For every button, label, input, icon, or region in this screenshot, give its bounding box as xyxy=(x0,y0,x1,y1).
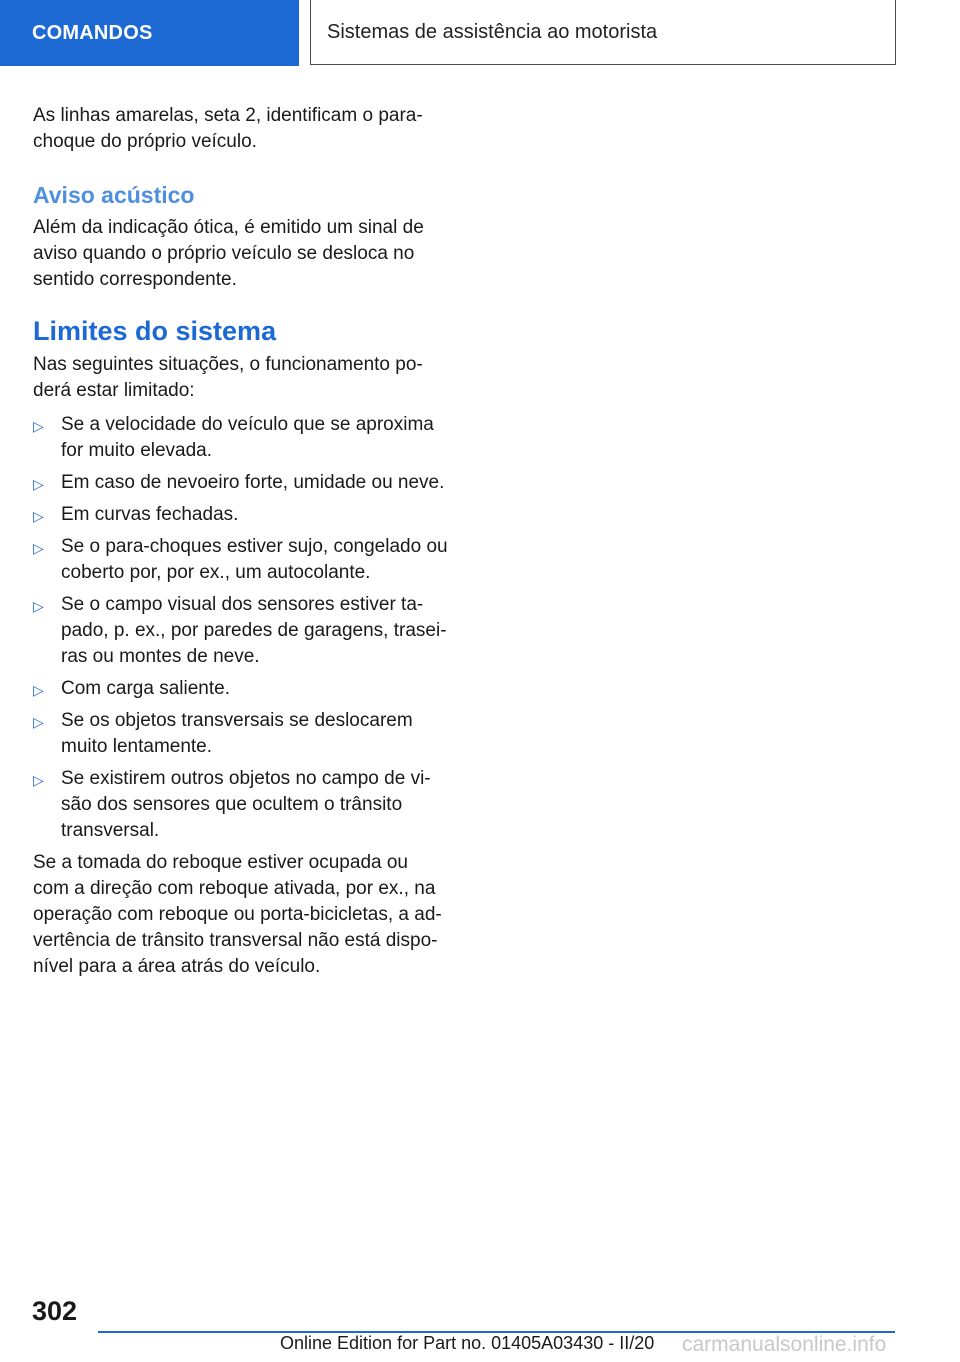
list-item-text: Em caso de nevoeiro forte, umidade ou neve. xyxy=(61,472,445,493)
triangle-bullet-icon: ▷ xyxy=(33,476,44,492)
list-item xyxy=(33,470,448,496)
section-title: COMANDOS xyxy=(32,21,153,44)
triangle-bullet-icon: ▷ xyxy=(33,682,44,698)
main-content xyxy=(33,103,448,980)
list-item-text: Se existirem outros objetos no campo de visão dos sensores que ocultem o trânsito transversal. xyxy=(61,768,431,841)
list-item-text: Se o para-choques estiver sujo, congelado ou coberto por, por ex., um autocolante. xyxy=(61,536,448,583)
list-item xyxy=(33,708,448,760)
list-item xyxy=(33,676,448,702)
edition-note: Online Edition for Part no. 01405A03430 - II/20 xyxy=(280,1333,655,1353)
list-item-text: Se os objetos transversais se deslocarem muito lentamente. xyxy=(61,710,413,757)
triangle-bullet-icon: ▷ xyxy=(33,540,44,556)
list-item xyxy=(33,412,448,464)
chapter-header xyxy=(310,0,896,65)
limits-heading: Limites do sistema xyxy=(33,316,277,346)
triangle-bullet-icon: ▷ xyxy=(33,598,44,614)
chapter-title: Sistemas de assistência ao motorista xyxy=(327,20,658,43)
watermark: carmanualsonline.info xyxy=(682,1333,887,1356)
limits-list xyxy=(33,412,448,844)
closing-paragraph: Se a tomada do reboque estiver ocupada ou com a direção com reboque ativada, por ex., na operação com reboque ou porta-bicicletas, a advertência de trânsito transversal não está disponível para a área atrás do veículo. xyxy=(33,852,442,977)
section-tab xyxy=(0,0,299,66)
triangle-bullet-icon: ▷ xyxy=(33,418,44,434)
list-item xyxy=(33,766,448,844)
list-item-text: Se a velocidade do veículo que se aproxima for muito elevada. xyxy=(61,414,434,461)
list-item xyxy=(33,502,448,528)
list-item-text: Em curvas fechadas. xyxy=(61,504,239,525)
list-item xyxy=(33,534,448,586)
limits-intro-paragraph: Nas seguintes situações, o funcionamento poderá estar limitado: xyxy=(33,354,423,401)
warning-heading: Aviso acústico xyxy=(33,182,195,208)
list-item xyxy=(33,592,448,670)
intro-paragraph: As linhas amarelas, seta 2, identificam o para-choque do próprio veículo. xyxy=(33,105,423,152)
triangle-bullet-icon: ▷ xyxy=(33,508,44,524)
warning-paragraph: Além da indicação ótica, é emitido um sinal de aviso quando o próprio veículo se desloca no sentido correspondente. xyxy=(33,217,424,290)
triangle-bullet-icon: ▷ xyxy=(33,772,44,788)
list-item-text: Com carga saliente. xyxy=(61,678,230,699)
list-item-text: Se o campo visual dos sensores estiver tapado, p. ex., por paredes de garagens, traseiras ou montes de neve. xyxy=(61,594,447,667)
page-number: 302 xyxy=(32,1296,78,1326)
triangle-bullet-icon: ▷ xyxy=(33,714,44,730)
